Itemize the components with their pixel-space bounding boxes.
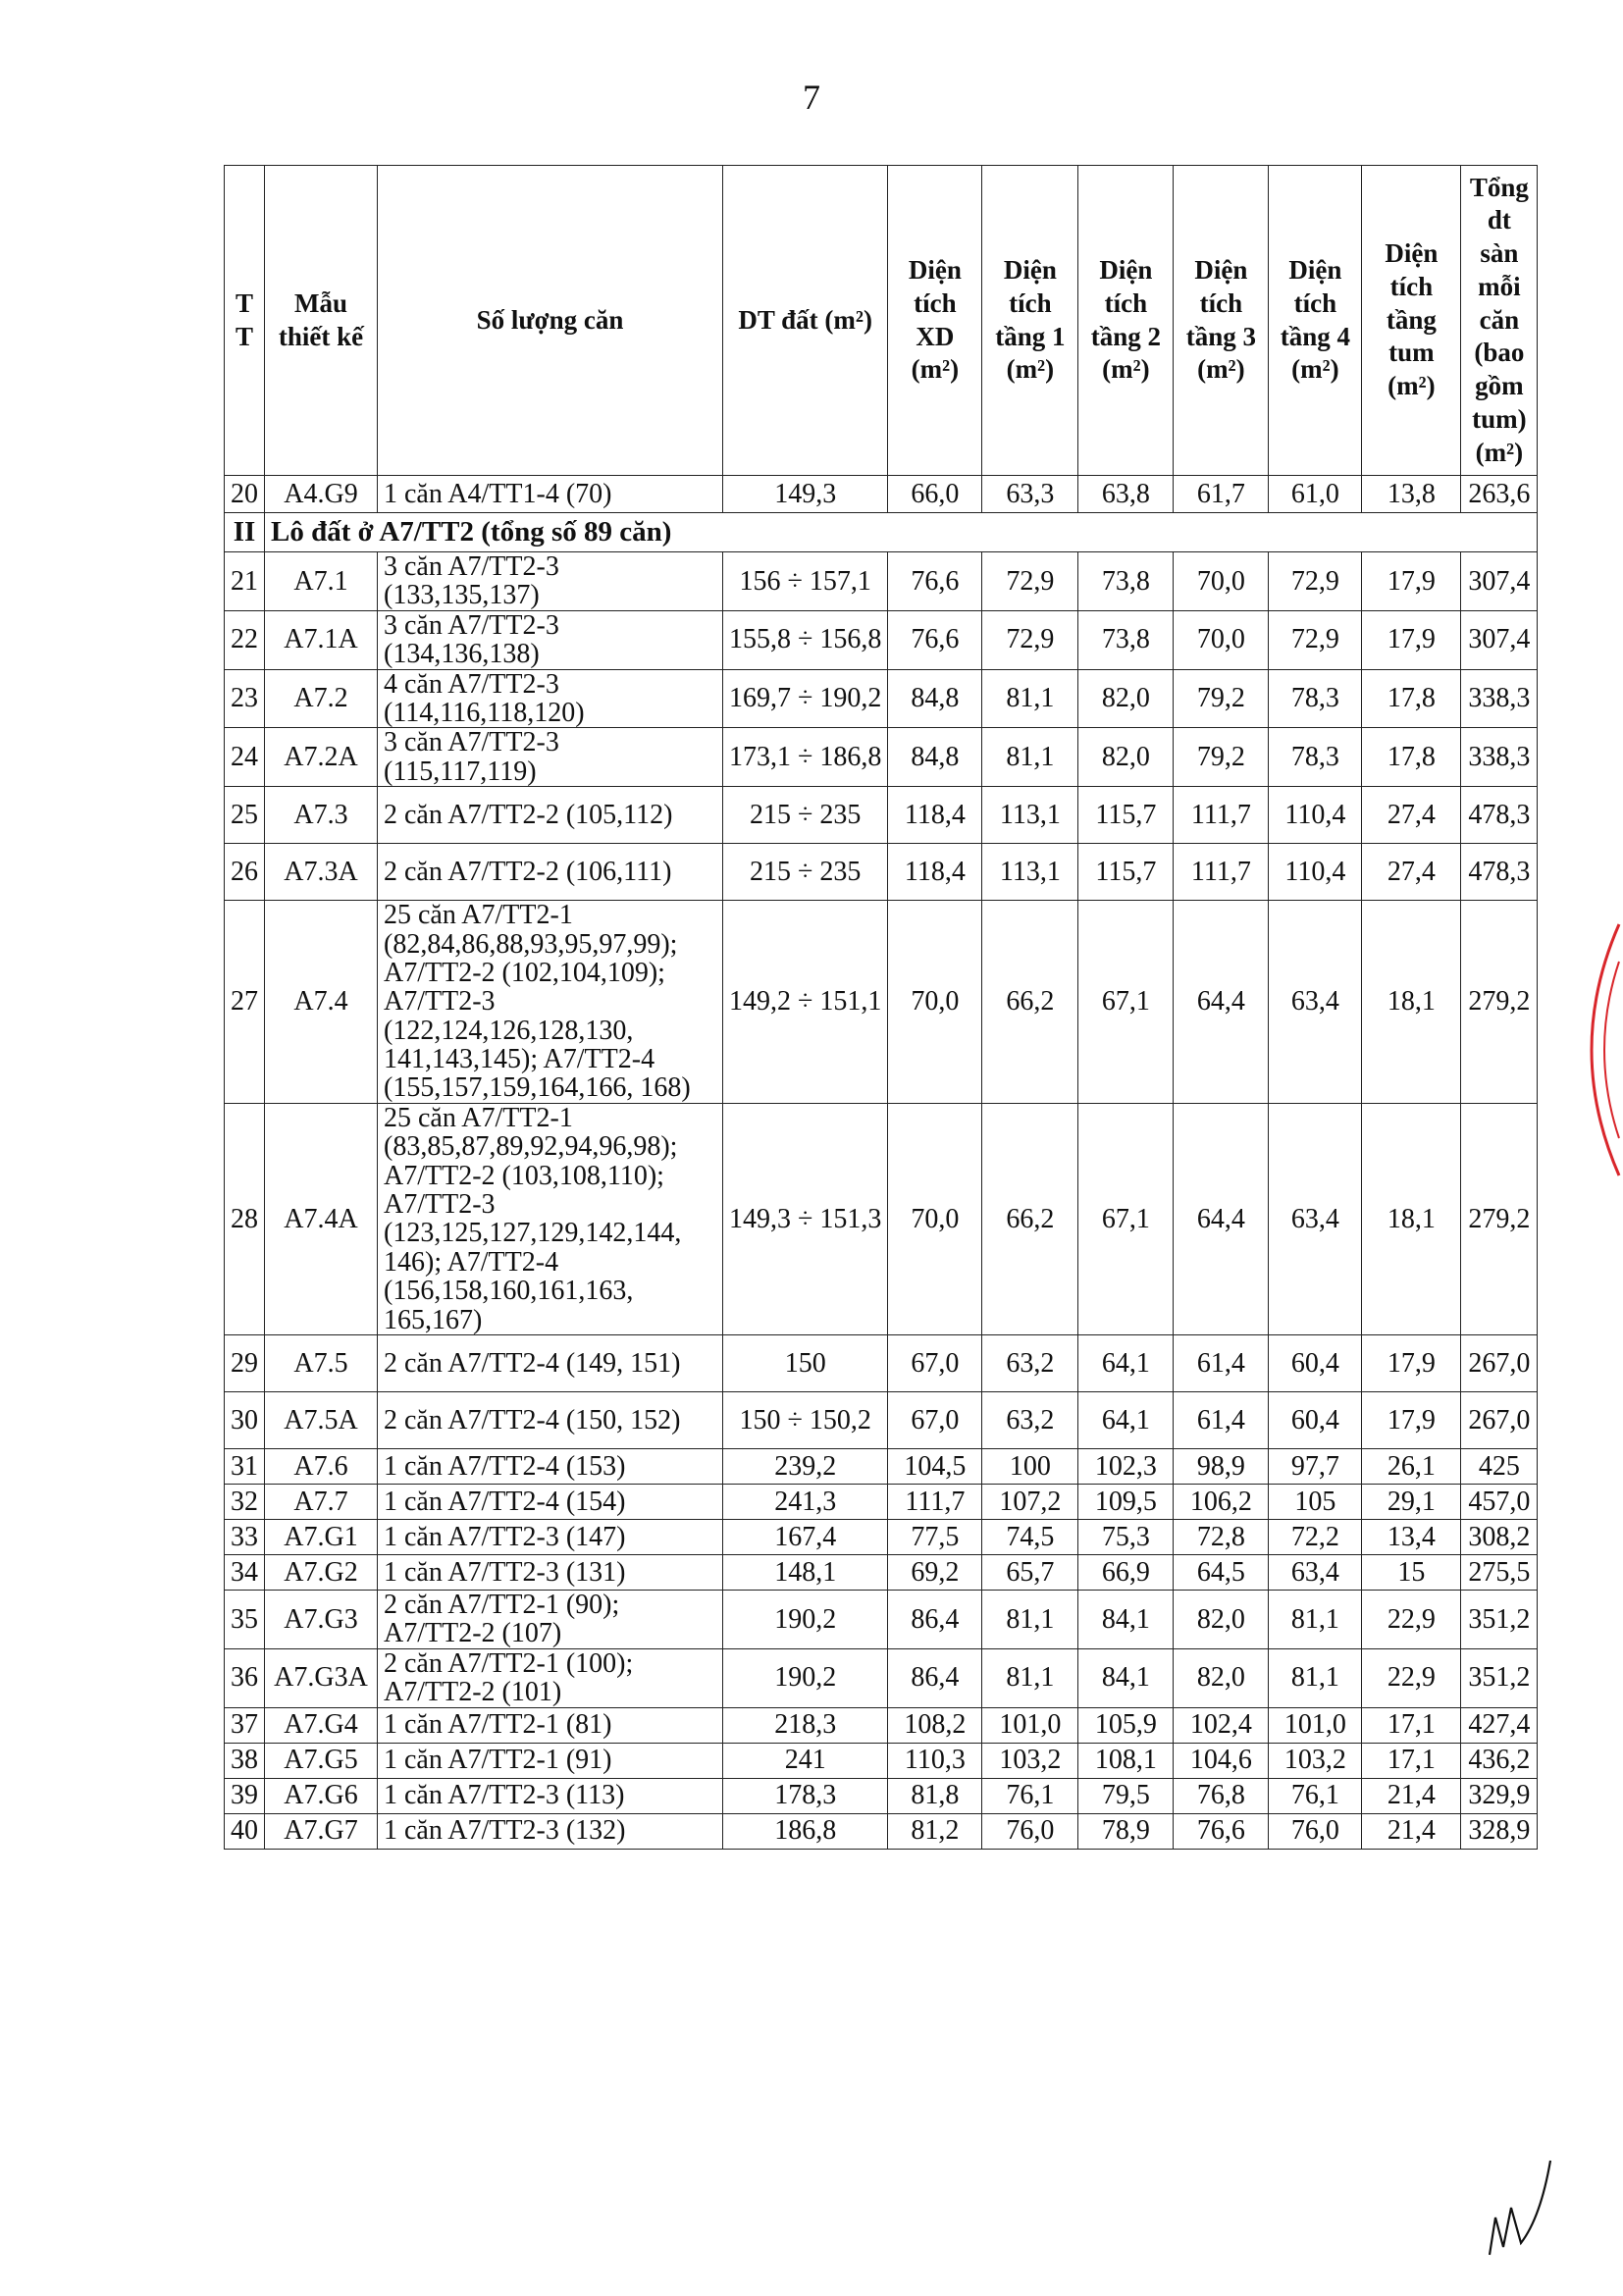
cell-t1: 66,2 <box>982 1103 1078 1334</box>
cell-t4: 81,1 <box>1269 1590 1362 1648</box>
cell-dtdat: 241,3 <box>723 1484 888 1519</box>
cell-mau: A7.G6 <box>265 1778 378 1813</box>
cell-t1: 74,5 <box>982 1519 1078 1554</box>
cell-tum: 13,4 <box>1362 1519 1461 1554</box>
cell-t2: 73,8 <box>1078 552 1174 611</box>
cell-tt: 40 <box>225 1813 265 1849</box>
cell-soluong: 1 căn A7/TT2-4 (153) <box>378 1448 723 1484</box>
cell-xd: 66,0 <box>888 476 982 513</box>
cell-mau: A7.G7 <box>265 1813 378 1849</box>
cell-xd: 86,4 <box>888 1590 982 1648</box>
group-index: II <box>225 513 265 552</box>
cell-t4: 110,4 <box>1269 787 1362 844</box>
cell-tong: 263,6 <box>1461 476 1538 513</box>
cell-dtdat: 190,2 <box>723 1648 888 1707</box>
cell-t3: 61,7 <box>1174 476 1269 513</box>
cell-tum: 13,8 <box>1362 476 1461 513</box>
cell-tong: 307,4 <box>1461 552 1538 611</box>
cell-xd: 81,8 <box>888 1778 982 1813</box>
cell-tong: 308,2 <box>1461 1519 1538 1554</box>
stamp-fragment <box>1560 922 1623 1177</box>
cell-t3: 76,6 <box>1174 1813 1269 1849</box>
cell-tt: 38 <box>225 1743 265 1778</box>
cell-xd: 77,5 <box>888 1519 982 1554</box>
cell-t2: 67,1 <box>1078 901 1174 1104</box>
cell-tong: 267,0 <box>1461 1334 1538 1391</box>
page-number: 7 <box>803 78 820 117</box>
cell-t2: 108,1 <box>1078 1743 1174 1778</box>
cell-xd: 118,4 <box>888 844 982 901</box>
cell-t2: 109,5 <box>1078 1484 1174 1519</box>
header-tong-dt-san: Tổng dt sàn mỗi căn (bao gồm tum) (m²) <box>1461 166 1538 476</box>
cell-t1: 76,1 <box>982 1778 1078 1813</box>
cell-dtdat: 186,8 <box>723 1813 888 1849</box>
cell-t4: 78,3 <box>1269 669 1362 728</box>
cell-dtdat: 239,2 <box>723 1448 888 1484</box>
table-row <box>225 1448 1538 1484</box>
cell-tt: 39 <box>225 1778 265 1813</box>
cell-mau: A7.G3 <box>265 1590 378 1648</box>
cell-tum: 15 <box>1362 1554 1461 1590</box>
cell-tum: 21,4 <box>1362 1813 1461 1849</box>
cell-tt: 29 <box>225 1334 265 1391</box>
cell-t4: 61,0 <box>1269 476 1362 513</box>
cell-t1: 63,2 <box>982 1391 1078 1448</box>
cell-xd: 84,8 <box>888 669 982 728</box>
cell-dtdat: 156 ÷ 157,1 <box>723 552 888 611</box>
cell-t1: 72,9 <box>982 610 1078 669</box>
cell-xd: 69,2 <box>888 1554 982 1590</box>
header-dien-tich-xd: Diện tích XD (m²) <box>888 166 982 476</box>
cell-t4: 110,4 <box>1269 844 1362 901</box>
cell-t2: 115,7 <box>1078 844 1174 901</box>
cell-tong: 279,2 <box>1461 1103 1538 1334</box>
group-label: Lô đất ở A7/TT2 (tổng số 89 căn) <box>265 513 1538 552</box>
cell-t2: 79,5 <box>1078 1778 1174 1813</box>
cell-t1: 63,2 <box>982 1334 1078 1391</box>
cell-t4: 63,4 <box>1269 901 1362 1104</box>
cell-tum: 27,4 <box>1362 844 1461 901</box>
cell-mau: A7.4 <box>265 901 378 1104</box>
cell-xd: 70,0 <box>888 901 982 1104</box>
cell-t2: 102,3 <box>1078 1448 1174 1484</box>
cell-mau: A7.7 <box>265 1484 378 1519</box>
cell-dtdat: 218,3 <box>723 1707 888 1743</box>
cell-soluong: 1 căn A7/TT2-1 (91) <box>378 1743 723 1778</box>
cell-t4: 72,9 <box>1269 610 1362 669</box>
header-tang-2: Diện tích tầng 2 (m²) <box>1078 166 1174 476</box>
header-so-luong-can: Số lượng căn <box>378 166 723 476</box>
cell-t2: 84,1 <box>1078 1648 1174 1707</box>
cell-t1: 113,1 <box>982 844 1078 901</box>
header-tt: T T <box>225 166 265 476</box>
cell-tong: 478,3 <box>1461 844 1538 901</box>
cell-xd: 76,6 <box>888 610 982 669</box>
cell-mau: A7.G5 <box>265 1743 378 1778</box>
cell-t1: 72,9 <box>982 552 1078 611</box>
cell-t4: 60,4 <box>1269 1334 1362 1391</box>
cell-xd: 108,2 <box>888 1707 982 1743</box>
cell-tong: 279,2 <box>1461 901 1538 1104</box>
cell-mau: A7.2 <box>265 669 378 728</box>
cell-t4: 81,1 <box>1269 1648 1362 1707</box>
cell-tong: 351,2 <box>1461 1590 1538 1648</box>
cell-soluong: 2 căn A7/TT2-4 (149, 151) <box>378 1334 723 1391</box>
cell-tong: 425 <box>1461 1448 1538 1484</box>
cell-mau: A7.G4 <box>265 1707 378 1743</box>
cell-mau: A7.5A <box>265 1391 378 1448</box>
cell-t2: 66,9 <box>1078 1554 1174 1590</box>
cell-t3: 82,0 <box>1174 1590 1269 1648</box>
cell-t3: 61,4 <box>1174 1391 1269 1448</box>
cell-mau: A7.4A <box>265 1103 378 1334</box>
cell-t1: 107,2 <box>982 1484 1078 1519</box>
cell-tum: 17,8 <box>1362 669 1461 728</box>
header-row <box>225 166 1538 476</box>
cell-t4: 63,4 <box>1269 1103 1362 1334</box>
cell-soluong: 1 căn A7/TT2-3 (131) <box>378 1554 723 1590</box>
cell-dtdat: 149,2 ÷ 151,1 <box>723 901 888 1104</box>
cell-tong: 329,9 <box>1461 1778 1538 1813</box>
cell-tong: 328,9 <box>1461 1813 1538 1849</box>
cell-tum: 17,9 <box>1362 610 1461 669</box>
cell-tt: 33 <box>225 1519 265 1554</box>
cell-t2: 78,9 <box>1078 1813 1174 1849</box>
table-row <box>225 728 1538 787</box>
cell-t3: 79,2 <box>1174 669 1269 728</box>
cell-dtdat: 215 ÷ 235 <box>723 787 888 844</box>
cell-xd: 118,4 <box>888 787 982 844</box>
cell-dtdat: 155,8 ÷ 156,8 <box>723 610 888 669</box>
cell-dtdat: 190,2 <box>723 1590 888 1648</box>
cell-soluong: 2 căn A7/TT2-1 (100); A7/TT2-2 (101) <box>378 1648 723 1707</box>
header-tang-4: Diện tích tầng 4 (m²) <box>1269 166 1362 476</box>
cell-t1: 113,1 <box>982 787 1078 844</box>
cell-soluong: 1 căn A7/TT2-4 (154) <box>378 1484 723 1519</box>
cell-t3: 61,4 <box>1174 1334 1269 1391</box>
cell-tum: 17,1 <box>1362 1707 1461 1743</box>
cell-xd: 67,0 <box>888 1391 982 1448</box>
table-row <box>225 1103 1538 1334</box>
cell-mau: A7.G2 <box>265 1554 378 1590</box>
header-tang-1: Diện tích tầng 1 (m²) <box>982 166 1078 476</box>
cell-t2: 73,8 <box>1078 610 1174 669</box>
cell-so-luong: 1 căn A4/TT1-4 (70) <box>378 476 723 513</box>
cell-dt-dat: 149,3 <box>723 476 888 513</box>
cell-t2: 64,1 <box>1078 1334 1174 1391</box>
cell-t1: 81,1 <box>982 1590 1078 1648</box>
cell-dtdat: 241 <box>723 1743 888 1778</box>
cell-tong: 427,4 <box>1461 1707 1538 1743</box>
cell-tt: 25 <box>225 787 265 844</box>
header-tang-tum: Diện tích tầng tum (m²) <box>1362 166 1461 476</box>
cell-t2: 82,0 <box>1078 669 1174 728</box>
cell-xd: 110,3 <box>888 1743 982 1778</box>
cell-dtdat: 178,3 <box>723 1778 888 1813</box>
cell-tong: 275,5 <box>1461 1554 1538 1590</box>
cell-xd: 111,7 <box>888 1484 982 1519</box>
cell-tt: 28 <box>225 1103 265 1334</box>
cell-t1: 100 <box>982 1448 1078 1484</box>
cell-t4: 105 <box>1269 1484 1362 1519</box>
cell-tum: 29,1 <box>1362 1484 1461 1519</box>
cell-tong: 307,4 <box>1461 610 1538 669</box>
cell-t2: 63,8 <box>1078 476 1174 513</box>
cell-t3: 111,7 <box>1174 787 1269 844</box>
cell-mau: A7.6 <box>265 1448 378 1484</box>
cell-tt: 37 <box>225 1707 265 1743</box>
cell-t4: 78,3 <box>1269 728 1362 787</box>
cell-soluong: 2 căn A7/TT2-2 (105,112) <box>378 787 723 844</box>
cell-t3: 64,4 <box>1174 1103 1269 1334</box>
cell-tong: 351,2 <box>1461 1648 1538 1707</box>
cell-tt: 20 <box>225 476 265 513</box>
cell-soluong: 1 căn A7/TT2-3 (147) <box>378 1519 723 1554</box>
cell-tong: 457,0 <box>1461 1484 1538 1519</box>
cell-t2: 115,7 <box>1078 787 1174 844</box>
cell-t3: 102,4 <box>1174 1707 1269 1743</box>
header-mau-thiet-ke: Mẫu thiết kế <box>265 166 378 476</box>
table-row <box>225 1554 1538 1590</box>
cell-mau: A4.G9 <box>265 476 378 513</box>
cell-t4: 60,4 <box>1269 1391 1362 1448</box>
cell-t3: 64,5 <box>1174 1554 1269 1590</box>
cell-tt: 27 <box>225 901 265 1104</box>
cell-t4: 72,9 <box>1269 552 1362 611</box>
cell-mau: A7.G3A <box>265 1648 378 1707</box>
cell-dtdat: 149,3 ÷ 151,3 <box>723 1103 888 1334</box>
cell-tum: 17,1 <box>1362 1743 1461 1778</box>
cell-dtdat: 150 ÷ 150,2 <box>723 1391 888 1448</box>
cell-mau: A7.3A <box>265 844 378 901</box>
cell-t1: 76,0 <box>982 1813 1078 1849</box>
cell-tum: 22,9 <box>1362 1590 1461 1648</box>
table-row <box>225 1519 1538 1554</box>
cell-tum: 22,9 <box>1362 1648 1461 1707</box>
cell-t3: 98,9 <box>1174 1448 1269 1484</box>
cell-dtdat: 148,1 <box>723 1554 888 1590</box>
cell-t4: 63,4 <box>1269 1554 1362 1590</box>
cell-tt: 34 <box>225 1554 265 1590</box>
cell-t3: 111,7 <box>1174 844 1269 901</box>
cell-t4: 101,0 <box>1269 1707 1362 1743</box>
cell-t2: 105,9 <box>1078 1707 1174 1743</box>
cell-soluong: 2 căn A7/TT2-1 (90); A7/TT2-2 (107) <box>378 1590 723 1648</box>
table-row <box>225 901 1538 1104</box>
cell-soluong: 3 căn A7/TT2-3 (134,136,138) <box>378 610 723 669</box>
cell-dtdat: 150 <box>723 1334 888 1391</box>
table-row <box>225 1778 1538 1813</box>
cell-t3: 70,0 <box>1174 610 1269 669</box>
cell-soluong: 1 căn A7/TT2-1 (81) <box>378 1707 723 1743</box>
cell-t3: 72,8 <box>1174 1519 1269 1554</box>
table-row <box>225 1813 1538 1849</box>
cell-t3: 106,2 <box>1174 1484 1269 1519</box>
cell-soluong: 25 căn A7/TT2-1 (83,85,87,89,92,94,96,98); A7/TT2-2 (103,108,110); A7/TT2-3 (123,125,127,129,142,144, 146); A7/TT2-4 (156,158,160,161,163, 165,167) <box>378 1103 723 1334</box>
cell-t4: 97,7 <box>1269 1448 1362 1484</box>
table-row <box>225 1648 1538 1707</box>
cell-soluong: 1 căn A7/TT2-3 (113) <box>378 1778 723 1813</box>
table-row <box>225 1707 1538 1743</box>
cell-t4: 72,2 <box>1269 1519 1362 1554</box>
cell-soluong: 25 căn A7/TT2-1 (82,84,86,88,93,95,97,99); A7/TT2-2 (102,104,109); A7/TT2-3 (122,124,126,128,130, 141,143,145); A7/TT2-4 (155,157,159,164,166, 168) <box>378 901 723 1104</box>
table-row <box>225 610 1538 669</box>
cell-t3: 70,0 <box>1174 552 1269 611</box>
cell-t2: 82,0 <box>1078 728 1174 787</box>
cell-t2: 84,1 <box>1078 1590 1174 1648</box>
table-row <box>225 476 1538 513</box>
cell-t1: 66,2 <box>982 901 1078 1104</box>
cell-xd: 84,8 <box>888 728 982 787</box>
table-row <box>225 1334 1538 1391</box>
cell-xd: 81,2 <box>888 1813 982 1849</box>
cell-xd: 67,0 <box>888 1334 982 1391</box>
cell-mau: A7.3 <box>265 787 378 844</box>
cell-mau: A7.5 <box>265 1334 378 1391</box>
cell-tum: 27,4 <box>1362 787 1461 844</box>
cell-mau: A7.2A <box>265 728 378 787</box>
cell-tum: 17,8 <box>1362 728 1461 787</box>
cell-mau: A7.1A <box>265 610 378 669</box>
cell-soluong: 3 căn A7/TT2-3 (115,117,119) <box>378 728 723 787</box>
cell-soluong: 3 căn A7/TT2-3 (133,135,137) <box>378 552 723 611</box>
cell-dtdat: 169,7 ÷ 190,2 <box>723 669 888 728</box>
cell-soluong: 1 căn A7/TT2-3 (132) <box>378 1813 723 1849</box>
header-dt-dat: DT đất (m²) <box>723 166 888 476</box>
cell-tum: 17,9 <box>1362 552 1461 611</box>
cell-xd: 76,6 <box>888 552 982 611</box>
cell-t1: 63,3 <box>982 476 1078 513</box>
cell-tt: 22 <box>225 610 265 669</box>
cell-tt: 24 <box>225 728 265 787</box>
cell-tt: 23 <box>225 669 265 728</box>
table-row <box>225 1743 1538 1778</box>
design-area-table <box>224 165 1538 1850</box>
cell-tt: 32 <box>225 1484 265 1519</box>
cell-tum: 17,9 <box>1362 1334 1461 1391</box>
cell-tt: 21 <box>225 552 265 611</box>
table-row <box>225 1391 1538 1448</box>
cell-t1: 101,0 <box>982 1707 1078 1743</box>
cell-t4: 76,0 <box>1269 1813 1362 1849</box>
cell-t3: 82,0 <box>1174 1648 1269 1707</box>
table-row <box>225 552 1538 611</box>
cell-tong: 338,3 <box>1461 728 1538 787</box>
table-row <box>225 669 1538 728</box>
cell-tum: 26,1 <box>1362 1448 1461 1484</box>
cell-dtdat: 173,1 ÷ 186,8 <box>723 728 888 787</box>
cell-t4: 76,1 <box>1269 1778 1362 1813</box>
cell-tum: 21,4 <box>1362 1778 1461 1813</box>
cell-t1: 81,1 <box>982 728 1078 787</box>
cell-t2: 75,3 <box>1078 1519 1174 1554</box>
cell-tt: 36 <box>225 1648 265 1707</box>
cell-soluong: 4 căn A7/TT2-3 (114,116,118,120) <box>378 669 723 728</box>
table-row <box>225 844 1538 901</box>
cell-t3: 76,8 <box>1174 1778 1269 1813</box>
cell-t4: 103,2 <box>1269 1743 1362 1778</box>
cell-tong: 478,3 <box>1461 787 1538 844</box>
group-row <box>225 513 1538 552</box>
cell-tt: 35 <box>225 1590 265 1648</box>
cell-t2: 67,1 <box>1078 1103 1174 1334</box>
cell-t1: 81,1 <box>982 669 1078 728</box>
cell-xd: 70,0 <box>888 1103 982 1334</box>
cell-tt: 30 <box>225 1391 265 1448</box>
table-row <box>225 1484 1538 1519</box>
table-row <box>225 1590 1538 1648</box>
table-row <box>225 787 1538 844</box>
cell-tum: 17,9 <box>1362 1391 1461 1448</box>
cell-tong: 436,2 <box>1461 1743 1538 1778</box>
cell-t3: 104,6 <box>1174 1743 1269 1778</box>
cell-xd: 104,5 <box>888 1448 982 1484</box>
cell-t1: 65,7 <box>982 1554 1078 1590</box>
cell-tt: 26 <box>225 844 265 901</box>
cell-soluong: 2 căn A7/TT2-2 (106,111) <box>378 844 723 901</box>
cell-t1: 103,2 <box>982 1743 1078 1778</box>
cell-dtdat: 215 ÷ 235 <box>723 844 888 901</box>
cell-t1: 81,1 <box>982 1648 1078 1707</box>
cell-t3: 79,2 <box>1174 728 1269 787</box>
header-tang-3: Diện tích tầng 3 (m²) <box>1174 166 1269 476</box>
cell-t2: 64,1 <box>1078 1391 1174 1448</box>
cell-soluong: 2 căn A7/TT2-4 (150, 152) <box>378 1391 723 1448</box>
cell-tum: 18,1 <box>1362 901 1461 1104</box>
cell-t3: 64,4 <box>1174 901 1269 1104</box>
cell-mau: A7.G1 <box>265 1519 378 1554</box>
signature-mark <box>1482 2149 1570 2267</box>
cell-xd: 86,4 <box>888 1648 982 1707</box>
cell-mau: A7.1 <box>265 552 378 611</box>
cell-dtdat: 167,4 <box>723 1519 888 1554</box>
cell-tum: 18,1 <box>1362 1103 1461 1334</box>
cell-tong: 267,0 <box>1461 1391 1538 1448</box>
cell-tong: 338,3 <box>1461 669 1538 728</box>
cell-tt: 31 <box>225 1448 265 1484</box>
